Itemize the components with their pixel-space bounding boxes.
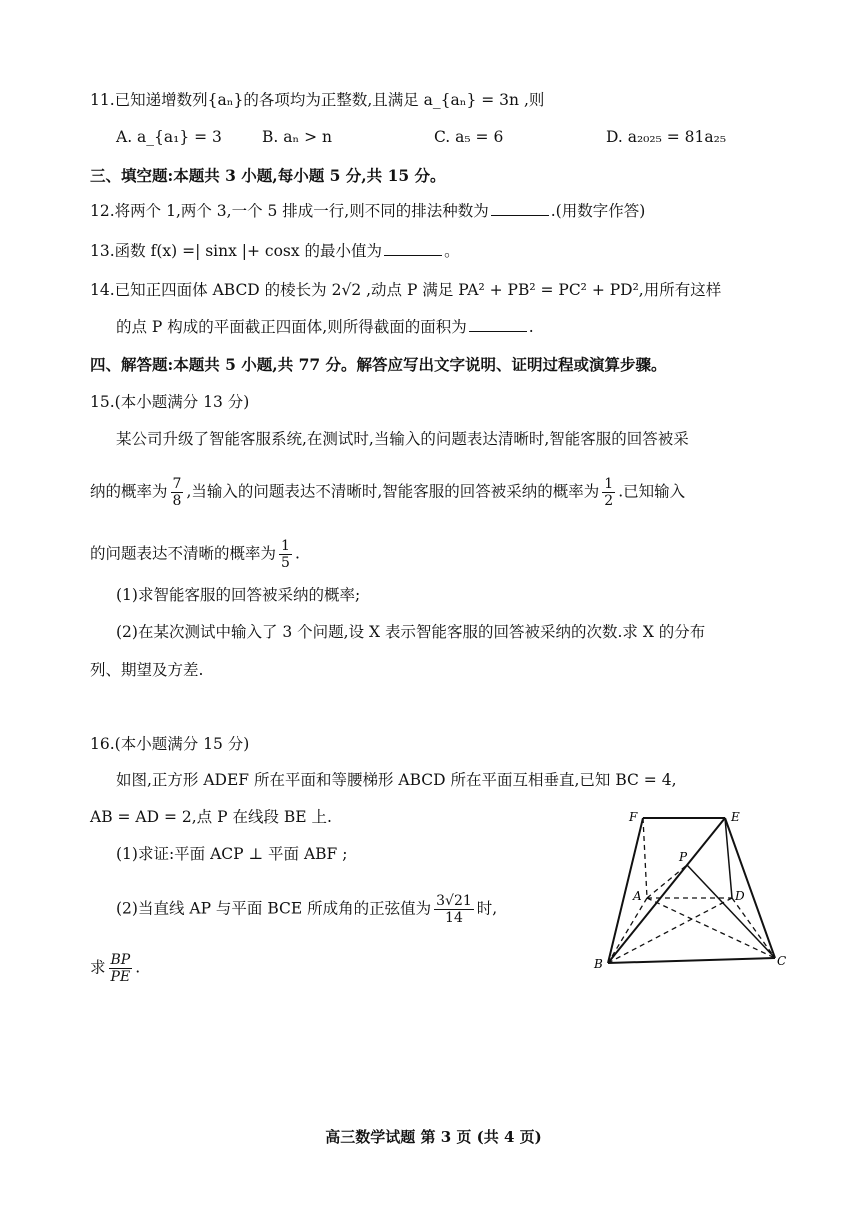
q15-p2a: 纳的概率为	[90, 482, 168, 501]
q11-stem: 11.已知递增数列{aₙ}的各项均为正整数,且满足 a_{aₙ} = 3n ,则	[90, 91, 545, 109]
q15-p2c: .已知输入	[618, 482, 686, 501]
q15-subquestion-2b: 列、期望及方差.	[90, 661, 204, 679]
q12-answer-blank	[491, 201, 549, 216]
edge-DC	[732, 898, 775, 958]
q15-p3b: .	[294, 544, 300, 563]
q12-text: 12.将两个 1,两个 3,一个 5 排成一行,则不同的排法种数为	[90, 202, 489, 220]
q13	[90, 240, 460, 262]
q15-subquestion-1: (1)求智能客服的回答被采纳的概率;	[116, 586, 361, 604]
q16-sub2b: 时,	[476, 899, 498, 918]
q15-p2b: ,当输入的问题表达不清晰时,智能客服的回答被采纳的概率为	[186, 482, 600, 501]
edge-AP	[647, 865, 687, 898]
q16-frac5-num: BP	[110, 952, 131, 968]
q15-frac1-num: 7	[172, 476, 182, 492]
q16-frac4-den: 14	[445, 910, 463, 926]
q15-frac1-den: 8	[172, 493, 182, 509]
q16-frac4-num: 3√21	[436, 893, 472, 909]
q16-sub2a: (2)当直线 AP 与平面 BCE 所成角的正弦值为	[116, 899, 432, 918]
q15-header: 15.(本小题满分 13 分)	[90, 393, 250, 411]
q11-option-a: A. a_{a₁} = 3	[116, 128, 222, 146]
q15-subquestion-2a: (2)在某次测试中输入了 3 个问题,设 X 表示智能客服的回答被采纳的次数.求 X 的分布	[116, 623, 706, 641]
q15-paragraph-3	[90, 538, 300, 571]
label-B: B	[594, 957, 603, 971]
q16-subquestion-1: (1)求证:平面 ACP ⊥ 平面 ABF ;	[116, 845, 348, 863]
q11-option-d: D. a₂₀₂₅ = 81a₂₅	[606, 128, 727, 146]
q15-paragraph-2	[90, 476, 685, 509]
q13-text: 13.函数 f(x) =| sinx |+ cosx 的最小值为	[90, 242, 383, 260]
q11-option-c: C. a₅ = 6	[434, 128, 504, 146]
q14-line2-text: 的点 P 构成的平面截正四面体,则所得截面的面积为	[116, 318, 467, 336]
q16-fraction-bp-pe	[109, 952, 133, 985]
geometry-figure	[590, 805, 800, 975]
q15-fraction-1-2	[602, 476, 615, 509]
q16-ask	[90, 952, 140, 985]
section-4-heading: 四、解答题:本题共 5 小题,共 77 分。解答应写出文字说明、证明过程或演算步骤。	[90, 355, 667, 374]
q15-frac2-num: 1	[604, 476, 614, 492]
label-C: C	[777, 954, 787, 968]
q16-ask-text: 求	[90, 958, 106, 977]
label-E: E	[731, 810, 740, 824]
label-D: D	[735, 889, 745, 903]
q15-frac3-num: 1	[281, 538, 290, 554]
section-3-heading: 三、填空题:本题共 3 小题,每小题 5 分,共 15 分。	[90, 166, 446, 185]
q14-answer-blank	[469, 317, 527, 332]
q14-line1: 14.已知正四面体 ABCD 的棱长为 2√2 ,动点 P 满足 PA² + PB² = PC² + PD²,用所有这样	[90, 281, 722, 299]
q13-answer-blank	[384, 241, 442, 256]
q12-tail: .(用数字作答)	[550, 202, 646, 220]
edge-BD	[608, 898, 732, 963]
q16-paragraph-1: 如图,正方形 ADEF 所在平面和等腰梯形 ABCD 所在平面互相垂直,已知 BC = 4,	[116, 771, 677, 789]
q15-fraction-7-8	[171, 476, 184, 509]
q16-fraction-3sqrt21-14	[434, 893, 474, 926]
q16-header: 16.(本小题满分 15 分)	[90, 735, 250, 753]
q14-tail: .	[528, 318, 534, 336]
q15-frac3-den: 5	[281, 555, 290, 571]
q16-subquestion-2	[116, 893, 497, 926]
q11-option-b: B. aₙ > n	[262, 128, 333, 146]
label-F: F	[629, 810, 638, 824]
edge-FA	[643, 818, 647, 898]
q13-tail: 。	[444, 242, 460, 260]
label-P: P	[679, 850, 688, 864]
q16-frac5-den: PE	[110, 969, 131, 985]
label-A: A	[633, 889, 642, 903]
q15-p3a: 的问题表达不清晰的概率为	[90, 544, 277, 563]
q12	[90, 200, 645, 222]
edge-EC	[725, 818, 775, 958]
page-footer: 高三数学试题 第 3 页 (共 4 页)	[325, 1128, 542, 1146]
q14-line2	[116, 316, 534, 338]
q15-fraction-1-5	[279, 538, 292, 571]
q16-paragraph-2: AB = AD = 2,点 P 在线段 BE 上.	[90, 808, 332, 826]
q16-ask-tail: .	[135, 958, 141, 977]
edge-BC	[608, 958, 775, 963]
q15-frac2-den: 2	[604, 493, 614, 509]
q15-paragraph-1: 某公司升级了智能客服系统,在测试时,当输入的问题表达清晰时,智能客服的回答被采	[116, 430, 689, 448]
